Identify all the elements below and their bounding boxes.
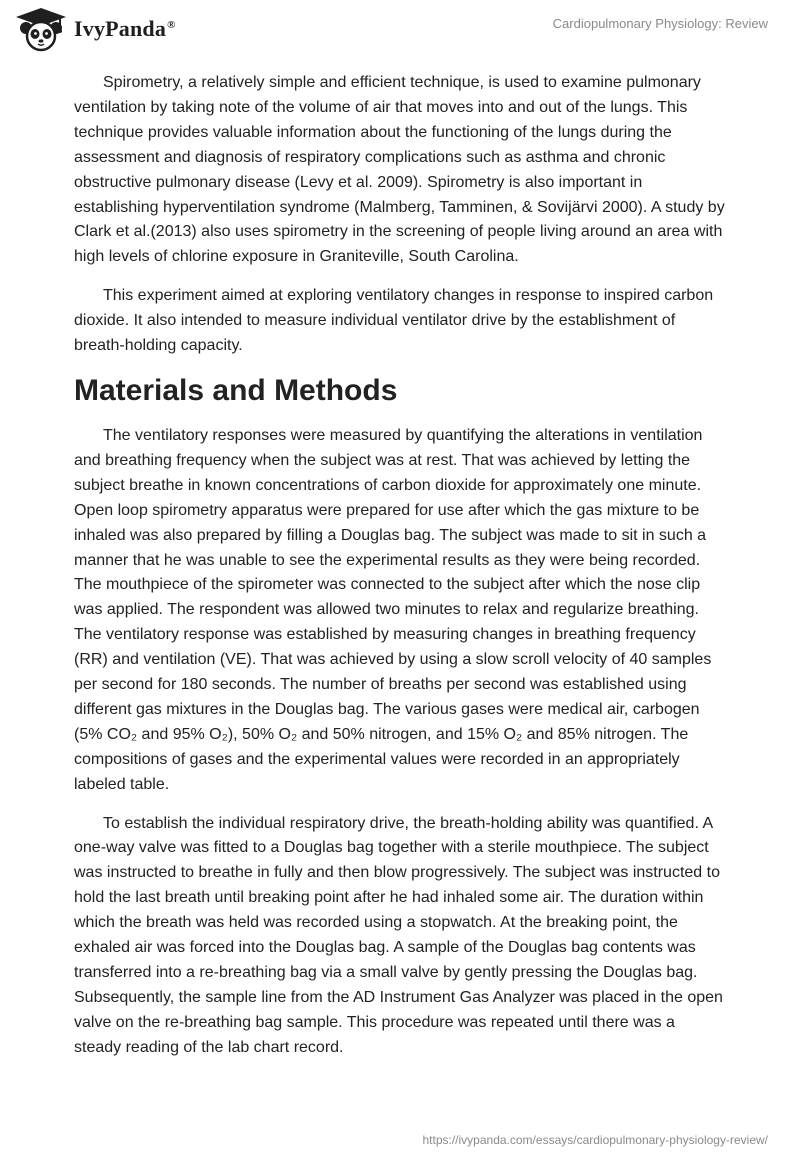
article-body (74, 71, 726, 1075)
methods-paragraph-2: To establish the individual respiratory drive, the breath-holding ability was quantified. A one-way valve was fitted to a Douglas bag together with a sterile mouthpiece. The subject was instructed to breathe in fully and then blow progressively. The subject was instructed to hold the last breath until breaking point after he had inhaled some air. The duration within which the breath was held was recorded using a stopwatch. At the breaking point, the exhaled air was forced into the Douglas bag. A sample of the Douglas bag contents was transferred into a re-breathing bag via a small valve by gently pressing the Douglas bag. Subsequently, the sample line from the AD Instrument Gas Analyzer was placed in the open valve on the re-breathing bag sample. This procedure was repeated until there was a steady reading of the lab chart record. (74, 814, 723, 1056)
brand-name (74, 16, 176, 42)
section-heading: Materials and Methods (74, 373, 398, 407)
intro-paragraph-1: Spirometry, a relatively simple and efficient technique, is used to examine pulmonary ventilation by taking note of the volume of air that moves into and out of the lungs. This technique provides valuable information about the functioning of the lungs during the assessment and diagnosis of respiratory complications such as asthma and chronic obstructive pulmonary disease (Levy et al. 2009). Spirometry is also important in establishing hyperventilation syndrome (Malmberg, Tamminen, & Sovijärvi 2000). A study by Clark et al.(2013) also uses spirometry in the screening of people living around an area with high levels of chlorine exposure in Graniteville, South Carolina. (74, 74, 725, 266)
source-url[interactable]: https://ivypanda.com/essays/cardiopulmonary-physiology-review/ (422, 1133, 768, 1147)
registered-mark: ® (167, 18, 176, 31)
page-header (0, 0, 800, 64)
intro-paragraph-2: This experiment aimed at exploring ventilatory changes in response to inspired carbon dioxide. It also intended to measure individual ventilator drive by the establishment of breath-holding capacity. (74, 287, 714, 355)
document-title: Cardiopulmonary Physiology: Review (552, 16, 768, 31)
methods-paragraph-1: The ventilatory responses were measured by quantifying the alterations in ventilation and breathing frequency when the subject was at rest. That was achieved by letting the subject breathe in known concentrations of carbon dioxide for approximately one minute. Open loop spirometry apparatus were prepared for use after which the gas mixture to be inhaled was also prepared by filling a Douglas bag. The subject was made to sit in such a manner that he was unable to see the experimental results as they were being recorded. The mouthpiece of the spirometer was connected to the subject after which the nose clip was applied. The respondent was allowed two minutes to relax and regularize breathing. The ventilatory response was established by measuring changes in breathing frequency (RR) and ventilation (VE). That was achieved by using a slow scroll velocity of 40 samples per second for 180 seconds. The number of breaths per second was established using different gas mixtures in the Douglas bag. The various gases were medical air, carbogen (5% CO₂ and 95% O₂), 50% O₂ and 50% nitrogen, and 15% O₂ and 85% nitrogen. The compositions of gases and the experimental values were recorded in an appropriately labeled table. (74, 426, 712, 793)
brand-name-text: IvyPanda (74, 16, 167, 41)
panda-graduate-icon (14, 6, 68, 52)
brand-logo[interactable] (14, 6, 176, 52)
